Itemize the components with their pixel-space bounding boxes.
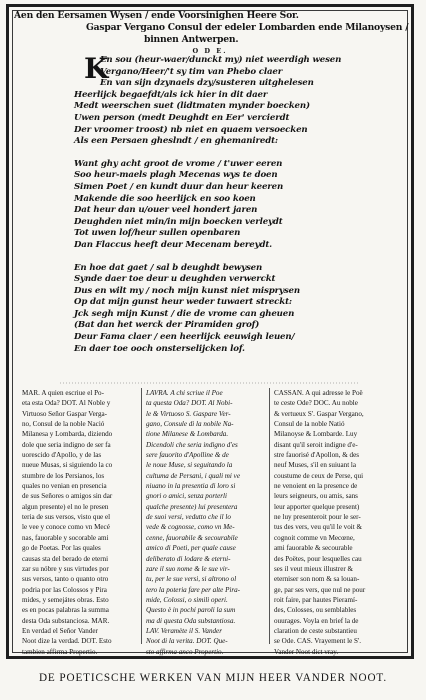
verse-line: Deughden niet min/in mijn boecken verleydt bbox=[74, 216, 283, 227]
verse-line: Synde daer toe deur u deughden verwerckt bbox=[74, 274, 276, 285]
stanza-1 bbox=[74, 52, 404, 90]
spanish-translation-column bbox=[22, 388, 136, 656]
verse-line: Der vroomer troost) nb niet en quaem versoecken bbox=[74, 124, 308, 135]
column-text-line: Vander Noot dict vray. bbox=[274, 647, 339, 656]
column-text-line: Noot dize la verdad. DOT. Esto bbox=[22, 637, 112, 646]
column-text-line: CASSAN. A qui adresse le Poë bbox=[274, 389, 363, 397]
column-text-line: ne venoient en la presence de bbox=[274, 482, 358, 491]
heading-line-3: binnen Antwerpen. bbox=[144, 34, 239, 45]
column-text-line: te ceste Ode? DOC. Au noble bbox=[274, 399, 358, 408]
column-text-line: LAV. Veramète il S. Vander bbox=[146, 626, 222, 635]
column-text-line: mide, Colossi, o simili operi. bbox=[146, 595, 228, 604]
column-text-line: ta questa Oda? DOT. Al Nobi- bbox=[146, 399, 233, 408]
drop-capital: K bbox=[84, 52, 109, 85]
column-text-line: Milanesa y Lombarda, diziendo bbox=[22, 430, 113, 439]
column-text-line: sto affirma anco Propertio. bbox=[146, 647, 224, 656]
column-text-line: LAVRA. A chi scriue il Poe bbox=[146, 389, 223, 397]
heading-line-1: Aen den Eersamen Wysen / ende Voorsinighen Heere Sor. bbox=[14, 10, 299, 21]
column-text-line: tero la poteria fare per alte Pira- bbox=[146, 585, 241, 594]
column-text-line: amico di Poeti, per quale cause bbox=[146, 544, 236, 553]
column-text-line: ne luy presenteroit pour le ser- bbox=[274, 513, 361, 522]
column-text-line: niuano in la presentia di loro si bbox=[146, 482, 236, 491]
column-text-line: MAR. A quien escriue el Po- bbox=[22, 389, 104, 397]
column-text-line: mides, y semejátes obras. Esto bbox=[22, 595, 109, 604]
column-text-line: zare il suo nome & le sue vir- bbox=[146, 564, 230, 573]
column-text-line: uorescido d'Apollo, y de las bbox=[22, 451, 102, 460]
column-text-line: Noot di la verita. DOT. Que- bbox=[146, 637, 228, 646]
column-text-line: stre fauorisé d'Apollon, & des bbox=[274, 451, 360, 460]
column-text-line: Virtuoso Señor Gaspar Verga- bbox=[22, 409, 108, 418]
column-text-line: ouurages. Voyla en brief la de bbox=[274, 616, 359, 625]
column-text-line: deliberato di lodare & eterni- bbox=[146, 554, 231, 563]
column-text-line: eterniser son nom & sa louan- bbox=[274, 575, 360, 584]
column-text-line: stumbre de los Persianos, los bbox=[22, 471, 105, 480]
column-text-line: ses il veut mieux illustrer & bbox=[274, 564, 354, 573]
column-text-line: no, Consul de la noble Nació bbox=[22, 420, 105, 429]
column-text-line: desta Oda substanciosa. MAR. bbox=[22, 616, 110, 625]
column-text-line: podria por las Colossos y Pira bbox=[22, 585, 107, 594]
column-text-line: cenne, fauorabile & secourabile bbox=[146, 533, 238, 542]
column-text-line: disant qu'il seroit indigne d'e- bbox=[274, 440, 358, 449]
verse-line: Dan Flaccus heeft deur Mecenam bereydt. bbox=[74, 239, 272, 250]
ode-label: O D E. bbox=[192, 47, 228, 55]
verse-line: En hoe dat gaet / sal b deughdt bewysen bbox=[74, 262, 263, 273]
stanza-3 bbox=[74, 263, 404, 356]
french-translation-column bbox=[274, 388, 398, 656]
verse-line: Heerlijck begaefdt/als ick hier in dit daer bbox=[74, 89, 268, 100]
column-text-line: ami fauorable & secourable bbox=[274, 544, 353, 553]
column-text-line: de suoi versi, vedutto che il lo bbox=[146, 513, 231, 522]
verse-line: Deur Fama claer / een heerlijck eeuwigh leuen/ bbox=[74, 332, 295, 343]
column-text-line: En verdad el Señor Vander bbox=[22, 626, 98, 635]
column-text-line: zar su nóbre y sus virtudes por bbox=[22, 564, 109, 573]
verse-line: (Bat dan het werck der Piramiden grof) bbox=[74, 320, 260, 331]
verse-line: Makende die soo heerlijck en soo koen bbox=[74, 193, 256, 204]
column-text-line: sus versos, tanto o quanto otro bbox=[22, 575, 109, 584]
column-text-line: coustume de ceux de Perse, qui bbox=[274, 471, 364, 480]
dedication-heading bbox=[14, 10, 409, 46]
column-text-line: quales no venian en presencia bbox=[22, 482, 107, 491]
column-text-line: le noue Muse, si seguitando la bbox=[146, 461, 233, 470]
column-text-line: causas sta del berado de eterni bbox=[22, 554, 109, 563]
italian-translation-column bbox=[146, 388, 264, 656]
column-text-line: sere fauorito d'Apolline & de bbox=[146, 451, 229, 460]
column-text-line: qualche presente) lui presentera bbox=[146, 502, 238, 511]
verse-line: Medt weerschen suet (lidtmaten mynder boecken) bbox=[74, 101, 310, 112]
verse-line: En van sijn dzynaels dzy/susteren uitghelesen bbox=[100, 78, 314, 89]
ode-poem bbox=[74, 52, 404, 355]
column-text-line: & vertueux S'. Gaspar Vergano, bbox=[274, 409, 364, 418]
column-text-line: neuf Muses, s'il en suiuant la bbox=[274, 461, 357, 470]
column-text-line: leur apporter quelque present) bbox=[274, 502, 360, 511]
verse-line: Dat heur dan u/ouer veel hondert jaren bbox=[74, 205, 258, 216]
column-text-line: des Poëtes, pour lesquelles cau bbox=[274, 554, 362, 563]
column-text-line: go de Poetas. Por las quales bbox=[22, 544, 101, 553]
column-text-line: Questo è in pochi paroli la sum bbox=[146, 606, 236, 615]
verse-line: Dus en wilt my / noch mijn kunst niet misprysen bbox=[74, 285, 300, 296]
verse-line: Simen Poet / en kundt duur dan heur keeren bbox=[74, 181, 284, 192]
column-text-line: Dicendoli che seria indigno d'es bbox=[146, 440, 238, 449]
column-text-line: teria de sus versos, visto que el bbox=[22, 513, 111, 522]
verse-line: Tot uwen lof/heur sullen openbaren bbox=[74, 228, 241, 239]
ornament-divider bbox=[60, 380, 360, 386]
column-text-line: nas, fauorable y socorable ami bbox=[22, 533, 109, 542]
translation-columns bbox=[22, 388, 400, 656]
column-text-line: vede & cognosse, como vn Me- bbox=[146, 523, 235, 532]
column-text-line: cultuma de Persani, i quali mi ve bbox=[146, 471, 240, 480]
verse-line: Jck segh mijn Kunst / die de vrome can gheuen bbox=[74, 308, 295, 319]
column-text-line: ma di questa Oda substantiosa. bbox=[146, 616, 236, 625]
column-text-line: gnori o amici, senza porterli bbox=[146, 492, 227, 501]
column-text-line: Milanoyse & Lombarde. Luy bbox=[274, 430, 358, 439]
column-text-line: des, Colosses, ou semblables bbox=[274, 606, 357, 615]
column-divider bbox=[141, 388, 142, 644]
running-footer: DE POETICSCHE WERKEN VAN MIJN HEER VANDER NOOT. bbox=[38, 672, 388, 684]
column-text-line: le & Virtuoso S. Gaspare Ver- bbox=[146, 409, 231, 418]
heading-line-2: Gaspar Vergano Consul der edeler Lombarden ende Milanoysen / bbox=[86, 22, 409, 33]
column-text-line: algun presente) el no le presen bbox=[22, 502, 109, 511]
column-text-line: cognoit comme vn Mecœne, bbox=[274, 533, 355, 542]
column-text-line: leurs seigneurs, ou amis, sans bbox=[274, 492, 358, 501]
stanza-1-cont bbox=[74, 90, 404, 148]
stanza-2 bbox=[74, 159, 404, 252]
verse-line: Als een Persaen gheslndt / en ghemaniredt: bbox=[74, 136, 278, 147]
column-text-line: tus des vers, veu qu'il le voit & bbox=[274, 523, 362, 532]
column-text-line: es en pocas palabras la summa bbox=[22, 606, 109, 615]
column-text-line: se Ode. CAS. Vrayement le S'. bbox=[274, 637, 362, 646]
column-text-line: gano, Consule di la nobile Na- bbox=[146, 420, 234, 429]
column-text-line: tambien affirma Propertio. bbox=[22, 647, 98, 656]
verse-line: Uwen person (medt Deughdt en Eer' vercierdt bbox=[74, 112, 290, 123]
column-text-line: le vee y conoce como vn Mecé bbox=[22, 523, 110, 532]
column-text-line: tu, per le sue versi, si altrono ol bbox=[146, 575, 237, 584]
column-text-line: ge, par ses vers, que nul ne pour bbox=[274, 585, 366, 594]
column-text-line: tione Milanese & Lombarda. bbox=[146, 430, 229, 439]
verse-line: Vergano/Heer/'t sy tim van Phebo claer bbox=[100, 66, 283, 77]
verse-line: Soo heur-maels plagh Mecenas wys te doen bbox=[74, 170, 278, 181]
verse-line: En sou (heur-waer/dunckt my) niet weerdigh wesen bbox=[100, 55, 342, 65]
column-text-line: claration de ceste substantieu bbox=[274, 626, 357, 635]
column-text-line: roit faire, par hautes Pieramí- bbox=[274, 595, 358, 604]
column-text-line: nueue Musas, si siguiendo la co bbox=[22, 461, 113, 470]
verse-line: Op dat mijn gunst heur weder tuwaert streckt: bbox=[74, 297, 292, 308]
column-text-line: dole que seria indigno de ser fa bbox=[22, 440, 111, 449]
column-text-line: Consul de la noble Natió bbox=[274, 420, 345, 429]
column-divider bbox=[269, 388, 270, 644]
column-text-line: eta esta Oda? DOT. Al Noble y bbox=[22, 399, 111, 408]
column-text-line: de sus Señores o amigos sin dar bbox=[22, 492, 113, 501]
verse-line: Want ghy acht groot de vrome / t'uwer eeren bbox=[74, 158, 283, 169]
verse-line: En daer toe ooch onsterselijcken lof. bbox=[74, 343, 245, 354]
